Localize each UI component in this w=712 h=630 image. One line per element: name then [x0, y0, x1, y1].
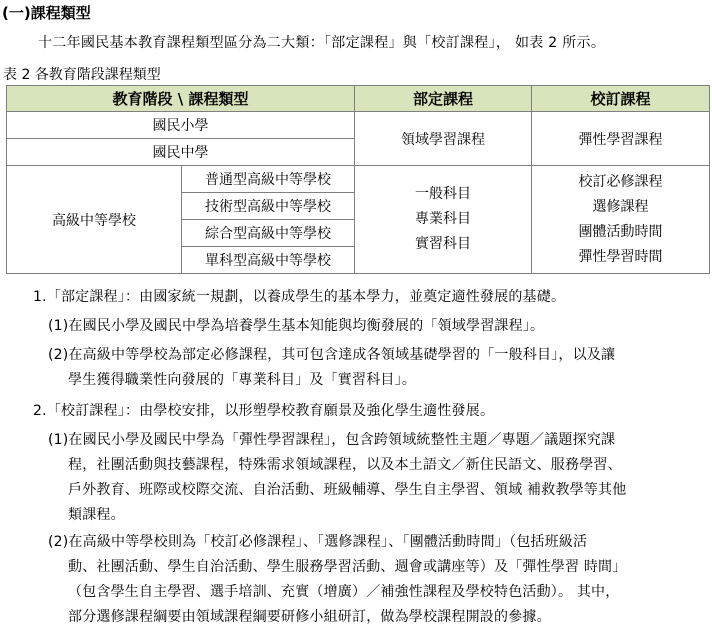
senior-type-specialized: 單科型高級中等學校: [182, 247, 355, 274]
senior-type-technical: 技術型高級中等學校: [182, 193, 355, 220]
item-2-2-line: 動、社團活動、學生自治活動、學生服務學習活動、週會或講座等）及「彈性學習 時間」: [68, 559, 627, 575]
item-1-1: (1)在國民小學及國民中學為培養學生基本知能與均衡發展的「領域學習課程」。: [48, 318, 545, 334]
senior-required-practice: 實習科目: [415, 236, 471, 252]
senior-school-flexible: 彈性學習時間: [578, 248, 663, 265]
item-1-2-line: 學生獲得職業性向發展的「專業科目」及「實習科目」。: [68, 372, 416, 388]
elem-junior-required: 領域學習課程: [355, 112, 532, 166]
item-2-1-line: (1)在國民小學及國民中學為「彈性學習課程」，包含跨領域統整性主題／專題／議題探究課: [48, 432, 616, 448]
item-2-2: [48, 530, 626, 630]
table-row: [7, 112, 710, 139]
senior-school-elective: 選修課程: [592, 198, 649, 215]
senior-required-cell: [355, 166, 532, 274]
senior-school-cell: [532, 166, 710, 274]
item-2-1-line: 程，社團活動與技藝課程，特殊需求領域課程，以及本土語文／新住民語文、服務學習、: [68, 457, 622, 473]
table-header-row: [7, 86, 710, 112]
section-title: (一)課程類型: [2, 4, 91, 22]
stage-junior-high: 國民中學: [7, 139, 355, 166]
header-school-course: 校訂課程: [532, 86, 710, 112]
stage-senior-high: 高級中等學校: [7, 166, 182, 274]
stage-elementary: 國民小學: [7, 112, 355, 139]
item-2-1: [48, 428, 626, 528]
senior-type-general: 普通型高級中等學校: [182, 166, 355, 193]
senior-required-general: 一般科目: [415, 186, 471, 202]
item-1-2: [48, 343, 615, 393]
header-required-course: 部定課程: [355, 86, 532, 112]
item-1-2-line: (2)在高級中等學校為部定必修課程，其可包含達成各領域基礎學習的「一般科目」，以及讓: [48, 347, 616, 363]
senior-required-professional: 專業科目: [415, 211, 471, 227]
item-2-1-line: 類課程。: [68, 507, 125, 523]
item-2-2-line: （包含學生自主學習、選手培訓、充實（增廣）／補強性課程及學校特色活動）。 其中，: [68, 584, 620, 600]
table-row: [7, 166, 710, 193]
curriculum-type-table: [6, 85, 710, 274]
senior-school-required: 校訂必修課程: [578, 173, 663, 190]
item-2: 2.「校訂課程」：由學校安排，以形塑學校教育願景及強化學生適性發展。: [33, 403, 495, 419]
intro-paragraph: 十二年國民基本教育課程類型區分為二大類：「部定課程」與「校訂課程」， 如表 2 所示。: [38, 35, 606, 51]
elem-junior-school: 彈性學習課程: [532, 112, 710, 166]
senior-type-comprehensive: 綜合型高級中等學校: [182, 220, 355, 247]
header-stage-type: 教育階段 \ 課程類型: [7, 86, 355, 112]
item-2-1-line: 戶外教育、班際或校際交流、自治活動、班級輔導、學生自主學習、領域 補救教學等其他: [68, 482, 627, 498]
senior-school-group: 團體活動時間: [578, 223, 663, 240]
item-1: 1.「部定課程」：由國家統一規劃，以養成學生的基本學力，並奠定適性發展的基礎。: [33, 289, 566, 305]
table-caption: 表 2 各教育階段課程類型: [3, 67, 161, 83]
item-2-2-line: 部分選修課程綱要由領域課程綱要研修小組研訂，做為學校課程開設的參據。: [68, 609, 551, 625]
item-2-2-line: (2)在高級中等學校則為「校訂必修課程」、「選修課程」、「團體活動時間」（包括班級活: [48, 534, 588, 550]
